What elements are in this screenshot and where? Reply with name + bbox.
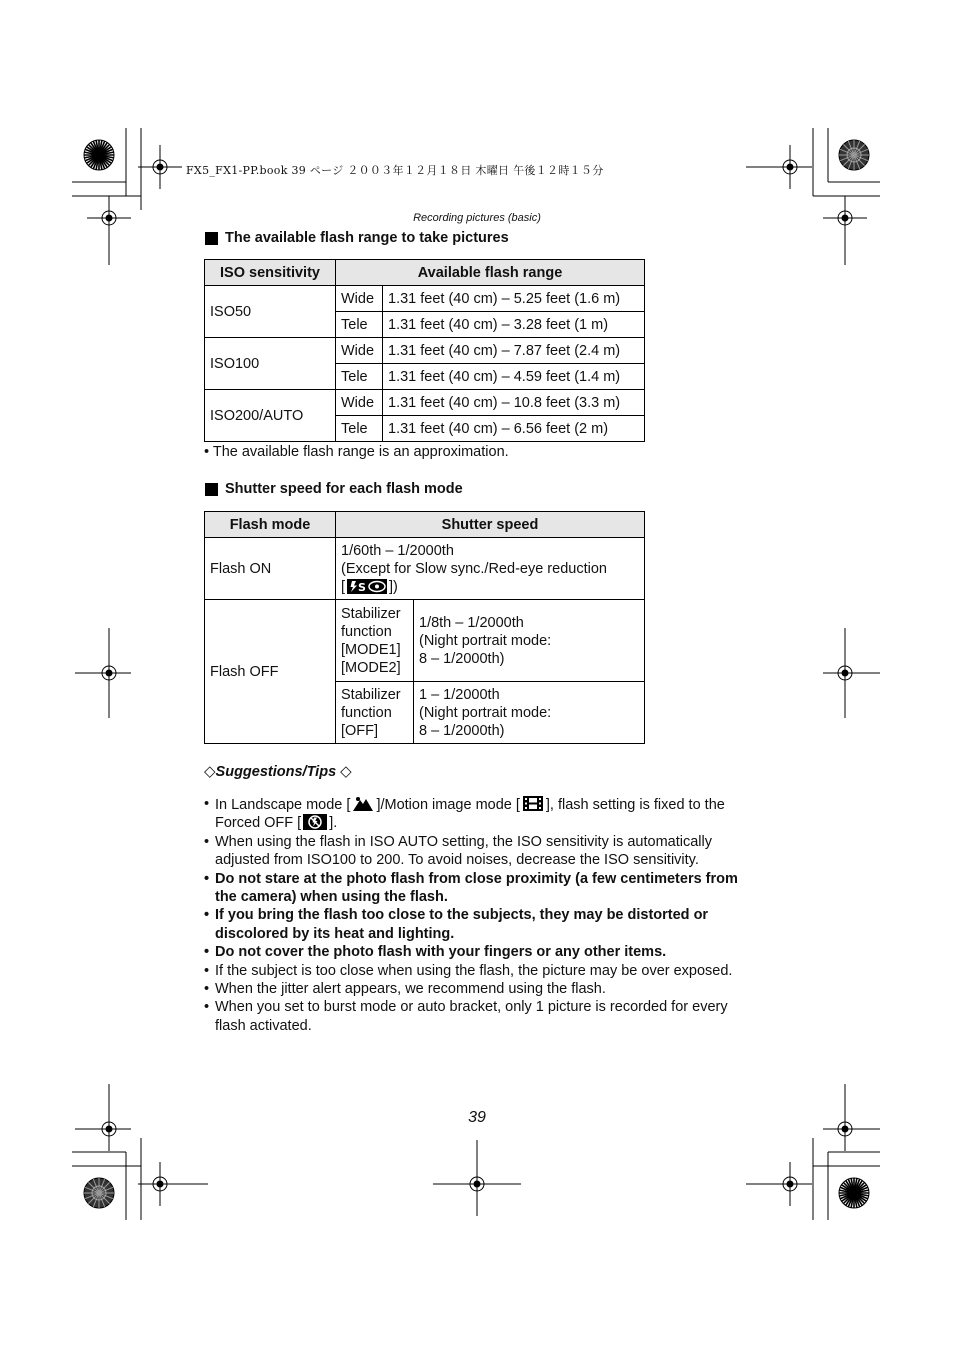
approximation-note-text: The available flash range is an approximation. — [212, 444, 509, 460]
speed-line: 1/60th – 1/2000th — [341, 542, 454, 559]
speed-line: (Night portrait mode: — [419, 704, 552, 721]
table-row — [205, 338, 645, 364]
range-cell: 1.31 feet (40 cm) – 5.25 feet (1.6 m) — [383, 286, 645, 312]
shutter-heading-text: Shutter speed for each flash mode — [225, 481, 463, 497]
tips-heading-text: Suggestions/Tips — [215, 764, 337, 780]
flash-range-heading-text: The available flash range to take pictures — [225, 230, 509, 246]
stabilizer-line: [OFF] — [341, 722, 379, 739]
list-item: • When you set to burst mode or auto bracket, only 1 picture is recorded for every flash activated. — [204, 998, 754, 1035]
zoom-label-cell: Tele — [336, 312, 383, 338]
table-row — [205, 538, 645, 600]
stabilizer-mode-cell — [336, 682, 414, 744]
stabilizer-mode-cell — [336, 600, 414, 682]
stabilizer-line: Stabilizer — [341, 686, 401, 703]
list-item — [204, 795, 754, 833]
zoom-label-cell: Wide — [336, 338, 383, 364]
stabilizer-line: [MODE1] — [341, 641, 401, 658]
tip-text: ]/Motion image mode [ — [376, 797, 520, 813]
diamond-icon: ◇ — [204, 763, 216, 780]
stabilizer-line: function — [341, 704, 392, 721]
tip-text: ], flash setting is fixed to the Forced OFF [ — [215, 797, 725, 832]
svg-text:S: S — [358, 580, 366, 594]
speed-cell — [414, 682, 645, 744]
table-header-row — [205, 512, 645, 538]
bracket-open: [ — [341, 578, 346, 595]
speed-line: 1/8th – 1/2000th — [419, 614, 524, 631]
flash-range-heading — [205, 230, 509, 246]
list-item: • When the jitter alert appears, we recommend using the flash. — [204, 980, 754, 998]
list-item: • Do not stare at the photo flash from close proximity (a few centimeters from the camera) when using the flash. — [204, 870, 754, 907]
col-mode-header: Flash mode — [205, 512, 336, 538]
speed-line: 1 – 1/2000th — [419, 686, 500, 703]
speed-line: (Except for Slow sync./Red-eye reduction — [341, 560, 607, 577]
shutter-heading — [205, 481, 463, 497]
list-item: • Do not cover the photo flash with your fingers or any other items. — [204, 943, 754, 961]
heading-square-icon — [205, 483, 218, 496]
tip-text: In Landscape mode [ — [215, 797, 351, 813]
range-cell: 1.31 feet (40 cm) – 7.87 feet (2.4 m) — [383, 338, 645, 364]
list-item: • When using the flash in ISO AUTO setting, the ISO sensitivity is automatically adjusted from ISO100 to 200. To avoid noises, decrease the ISO sensitivity. — [204, 833, 754, 870]
speed-line: 8 – 1/2000th) — [419, 650, 505, 667]
col-range-header: Available flash range — [336, 260, 645, 286]
speed-cell — [414, 600, 645, 682]
list-item: • If you bring the flash too close to the subjects, they may be distorted or discolored by its heat and lighting. — [204, 906, 754, 943]
col-speed-header: Shutter speed — [336, 512, 645, 538]
table-row — [205, 390, 645, 416]
range-cell: 1.31 feet (40 cm) – 6.56 feet (2 m) — [383, 416, 645, 442]
slow-sync-red-eye-icon — [347, 579, 387, 594]
tips-heading — [204, 762, 352, 780]
flash-range-table — [204, 259, 645, 442]
speed-line: 8 – 1/2000th) — [419, 722, 505, 739]
list-item: • If the subject is too close when using the flash, the picture may be over exposed. — [204, 962, 754, 980]
page-number: 39 — [468, 1109, 486, 1126]
motion-image-mode-icon — [522, 795, 544, 812]
speed-line — [341, 578, 639, 596]
zoom-label-cell: Tele — [336, 364, 383, 390]
flash-on-cell: Flash ON — [205, 538, 336, 600]
iso-cell: ISO50 — [205, 286, 336, 338]
printer-info: FX5_FX1-PP.book 39 ページ ２００３年１２月１８日 木曜日 午後１２時１５分 — [186, 164, 604, 177]
stabilizer-line: [MODE2] — [341, 659, 401, 676]
iso-cell: ISO200/AUTO — [205, 390, 336, 442]
flash-off-cell: Flash OFF — [205, 600, 336, 744]
diamond-icon: ◇ — [340, 763, 352, 780]
bracket-close: ]) — [389, 578, 398, 595]
speed-line: (Night portrait mode: — [419, 632, 552, 649]
col-iso-header: ISO sensitivity — [205, 260, 336, 286]
tip-text: ]. — [329, 815, 338, 832]
table-header-row — [205, 260, 645, 286]
range-cell: 1.31 feet (40 cm) – 3.28 feet (1 m) — [383, 312, 645, 338]
heading-square-icon — [205, 232, 218, 245]
table-row — [205, 286, 645, 312]
shutter-speed-table — [204, 511, 645, 744]
range-cell: 1.31 feet (40 cm) – 10.8 feet (3.3 m) — [383, 390, 645, 416]
range-cell: 1.31 feet (40 cm) – 4.59 feet (1.4 m) — [383, 364, 645, 390]
zoom-label-cell: Tele — [336, 416, 383, 442]
table-row — [205, 600, 645, 682]
approximation-note: • The available flash range is an approximation. — [204, 444, 509, 460]
landscape-mode-icon — [352, 796, 374, 812]
stabilizer-line: Stabilizer — [341, 605, 401, 622]
running-head: Recording pictures (basic) — [413, 212, 541, 224]
flash-on-speed-cell — [336, 538, 645, 600]
zoom-label-cell: Wide — [336, 390, 383, 416]
forced-off-flash-icon — [303, 814, 327, 830]
iso-cell: ISO100 — [205, 338, 336, 390]
stabilizer-line: function — [341, 623, 392, 640]
tips-list — [204, 795, 754, 1035]
zoom-label-cell: Wide — [336, 286, 383, 312]
